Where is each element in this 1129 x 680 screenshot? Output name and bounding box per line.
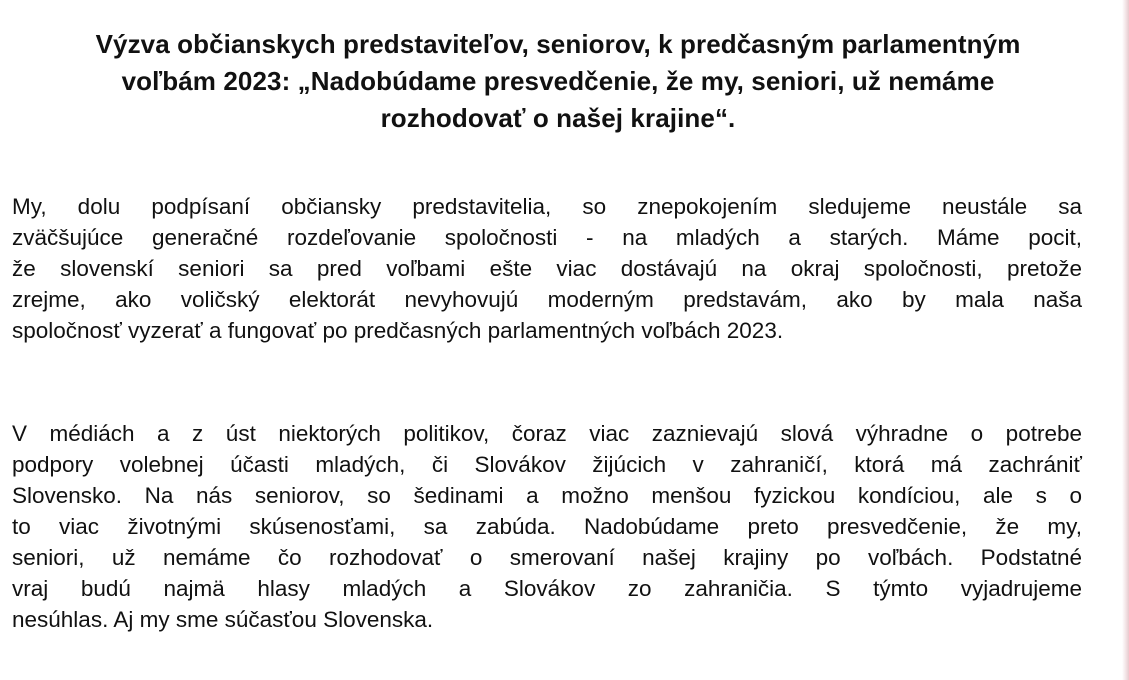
- paragraph-line: nesúhlas. Aj my sme súčasťou Slovenska.: [12, 607, 434, 632]
- title-line: voľbám 2023: „Nadobúdame presvedčenie, že my, seniori, už nemáme: [121, 66, 995, 96]
- paragraph-line: vraj budú najmä hlasy mladých a Slovákov zo zahraničia. S týmto vyjadrujeme: [12, 576, 1082, 601]
- paragraph-line: Slovensko. Na nás seniorov, so šedinami a možno menšou fyzickou kondíciou, ale s o: [12, 483, 1082, 508]
- paragraph-line: to viac životnými skúsenosťami, sa zabúda. Nadobúdame preto presvedčenie, že my,: [12, 514, 1082, 539]
- paragraph-line: My, dolu podpísaní občiansky predstavitelia, so znepokojením sledujeme neustále sa: [12, 194, 1082, 219]
- title-line: rozhodovať o našej krajine“.: [380, 103, 736, 133]
- paragraph-intro: [12, 191, 1082, 346]
- paragraph-line: podpory volebnej účasti mladých, či Slovákov žijúcich v zahraničí, ktorá má zachrániť: [12, 452, 1082, 477]
- page-edge-shadow: [1122, 0, 1129, 680]
- paragraph-line: V médiách a z úst niektorých politikov, čoraz viac zaznievajú slová výhradne o potrebe: [12, 421, 1082, 446]
- paragraph-line: zväčšujúce generačné rozdeľovanie spoločnosti - na mladých a starých. Máme pocit,: [12, 225, 1082, 250]
- paragraph-line: spoločnosť vyzerať a fungovať po predčasných parlamentných voľbách 2023.: [12, 318, 784, 343]
- paragraph-media: [12, 418, 1082, 635]
- paragraph-line: zrejme, ako voličský elektorát nevyhovujú moderným predstavám, ako by mala naša: [12, 287, 1082, 312]
- document-title: [18, 26, 1098, 137]
- title-line: Výzva občianskych predstaviteľov, seniorov, k predčasným parlamentným: [95, 29, 1021, 59]
- paragraph-line: seniori, už nemáme čo rozhodovať o smerovaní našej krajiny po voľbách. Podstatné: [12, 545, 1082, 570]
- paragraph-line: že slovenskí seniori sa pred voľbami ešte viac dostávajú na okraj spoločnosti, pretože: [12, 256, 1082, 281]
